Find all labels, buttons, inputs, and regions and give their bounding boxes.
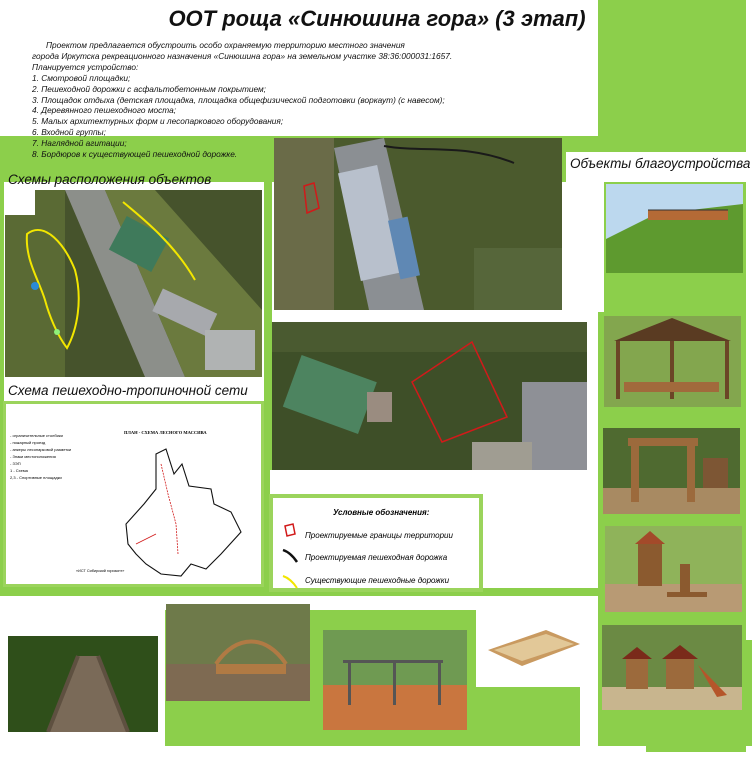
objects-header: Объекты благоустройства (570, 156, 751, 171)
objects-column (566, 182, 604, 312)
schemes-header: Схемы расположения объектов (8, 172, 212, 187)
intro-item: 7. Наглядной агитации; (32, 138, 127, 149)
plan-legend-item: - ограничительные столбики (10, 433, 63, 438)
gazebo-photo (604, 316, 741, 407)
satellite-map-area (274, 138, 562, 310)
green-tab (688, 0, 698, 136)
workout-area-photo (323, 630, 467, 730)
bottom-white-strip (0, 746, 752, 757)
intro-item: 6. Входной группы; (32, 127, 106, 138)
map-legend (269, 494, 483, 592)
intro-item: 5. Малых архитектурных форм и лесопаркового оборудования; (32, 116, 284, 127)
legend-item-boundary: Проектируемые границы территории (305, 531, 453, 540)
satellite-map-site (272, 322, 587, 470)
right-white-column (746, 0, 752, 640)
green-bottom-right-block (646, 740, 746, 752)
network-header: Схема пешеходно-тропиночной сети (8, 383, 248, 398)
pedestrian-network-plan (3, 401, 264, 587)
green-tab (716, 0, 726, 136)
satellite-map-overview (5, 190, 262, 377)
plan-legend-item: - пожарный проезд (10, 440, 46, 445)
wooden-bridge-photo-1 (8, 636, 158, 732)
entrance-group-photo (603, 428, 740, 514)
plan-footer: «ИСТ Сибирский горизонт» (76, 569, 125, 573)
intro-line-2: города Иркутска рекреационного назначения «Синюшина гора» на земельном участке 38:36:000031:1657. (32, 50, 453, 61)
wooden-bridge-photo-2 (166, 604, 310, 701)
plan-legend-item: 2,3 - Спортивные площадки (10, 475, 62, 480)
intro-item: 2. Пешеходной дорожки с асфальтобетонным покрытием; (32, 83, 266, 94)
plan-title: ПЛАН - СХЕМА ЛЕСНОГО МАССИВА (124, 430, 207, 435)
playground-photo (605, 526, 742, 612)
plan-legend-item: 1 - Схема (10, 468, 28, 473)
plan-legend-item: - анкеры лесопарковой разметки (10, 447, 72, 452)
plan-legend-item: - Знаки местоположения (10, 454, 56, 459)
intro-line-1: Проектом предлагается обустроить особо охраняемую территорию местного значения (46, 40, 405, 50)
page-title: ООТ роща «Синюшина гора» (3 этап) (168, 6, 586, 31)
sandbox-photo (476, 600, 592, 687)
children-playground-photo (602, 625, 742, 710)
legend-item-existing-path: Существующие пешеходные дорожки (305, 576, 450, 585)
legend-title: Условные обозначения: (333, 508, 430, 517)
green-tab (660, 0, 670, 136)
intro-item: 1. Смотровой площадки; (32, 72, 131, 83)
legend-item-designed-path: Проектируемая пешеходная дорожка (305, 553, 448, 562)
plan-legend-item: - ЗЭП (10, 461, 21, 466)
viewing-platform-photo (606, 184, 743, 273)
intro-item: 8. Бордюров к существующей пешеходной дорожке. (32, 149, 238, 160)
intro-item: 3. Площадок отдыха (детская площадка, площадка общефизической подготовки (воркаут) (с навесом); (32, 94, 445, 105)
intro-planned: Планируется устройство: (32, 61, 139, 72)
intro-item: 4. Деревянного пешеходного моста; (32, 105, 177, 116)
